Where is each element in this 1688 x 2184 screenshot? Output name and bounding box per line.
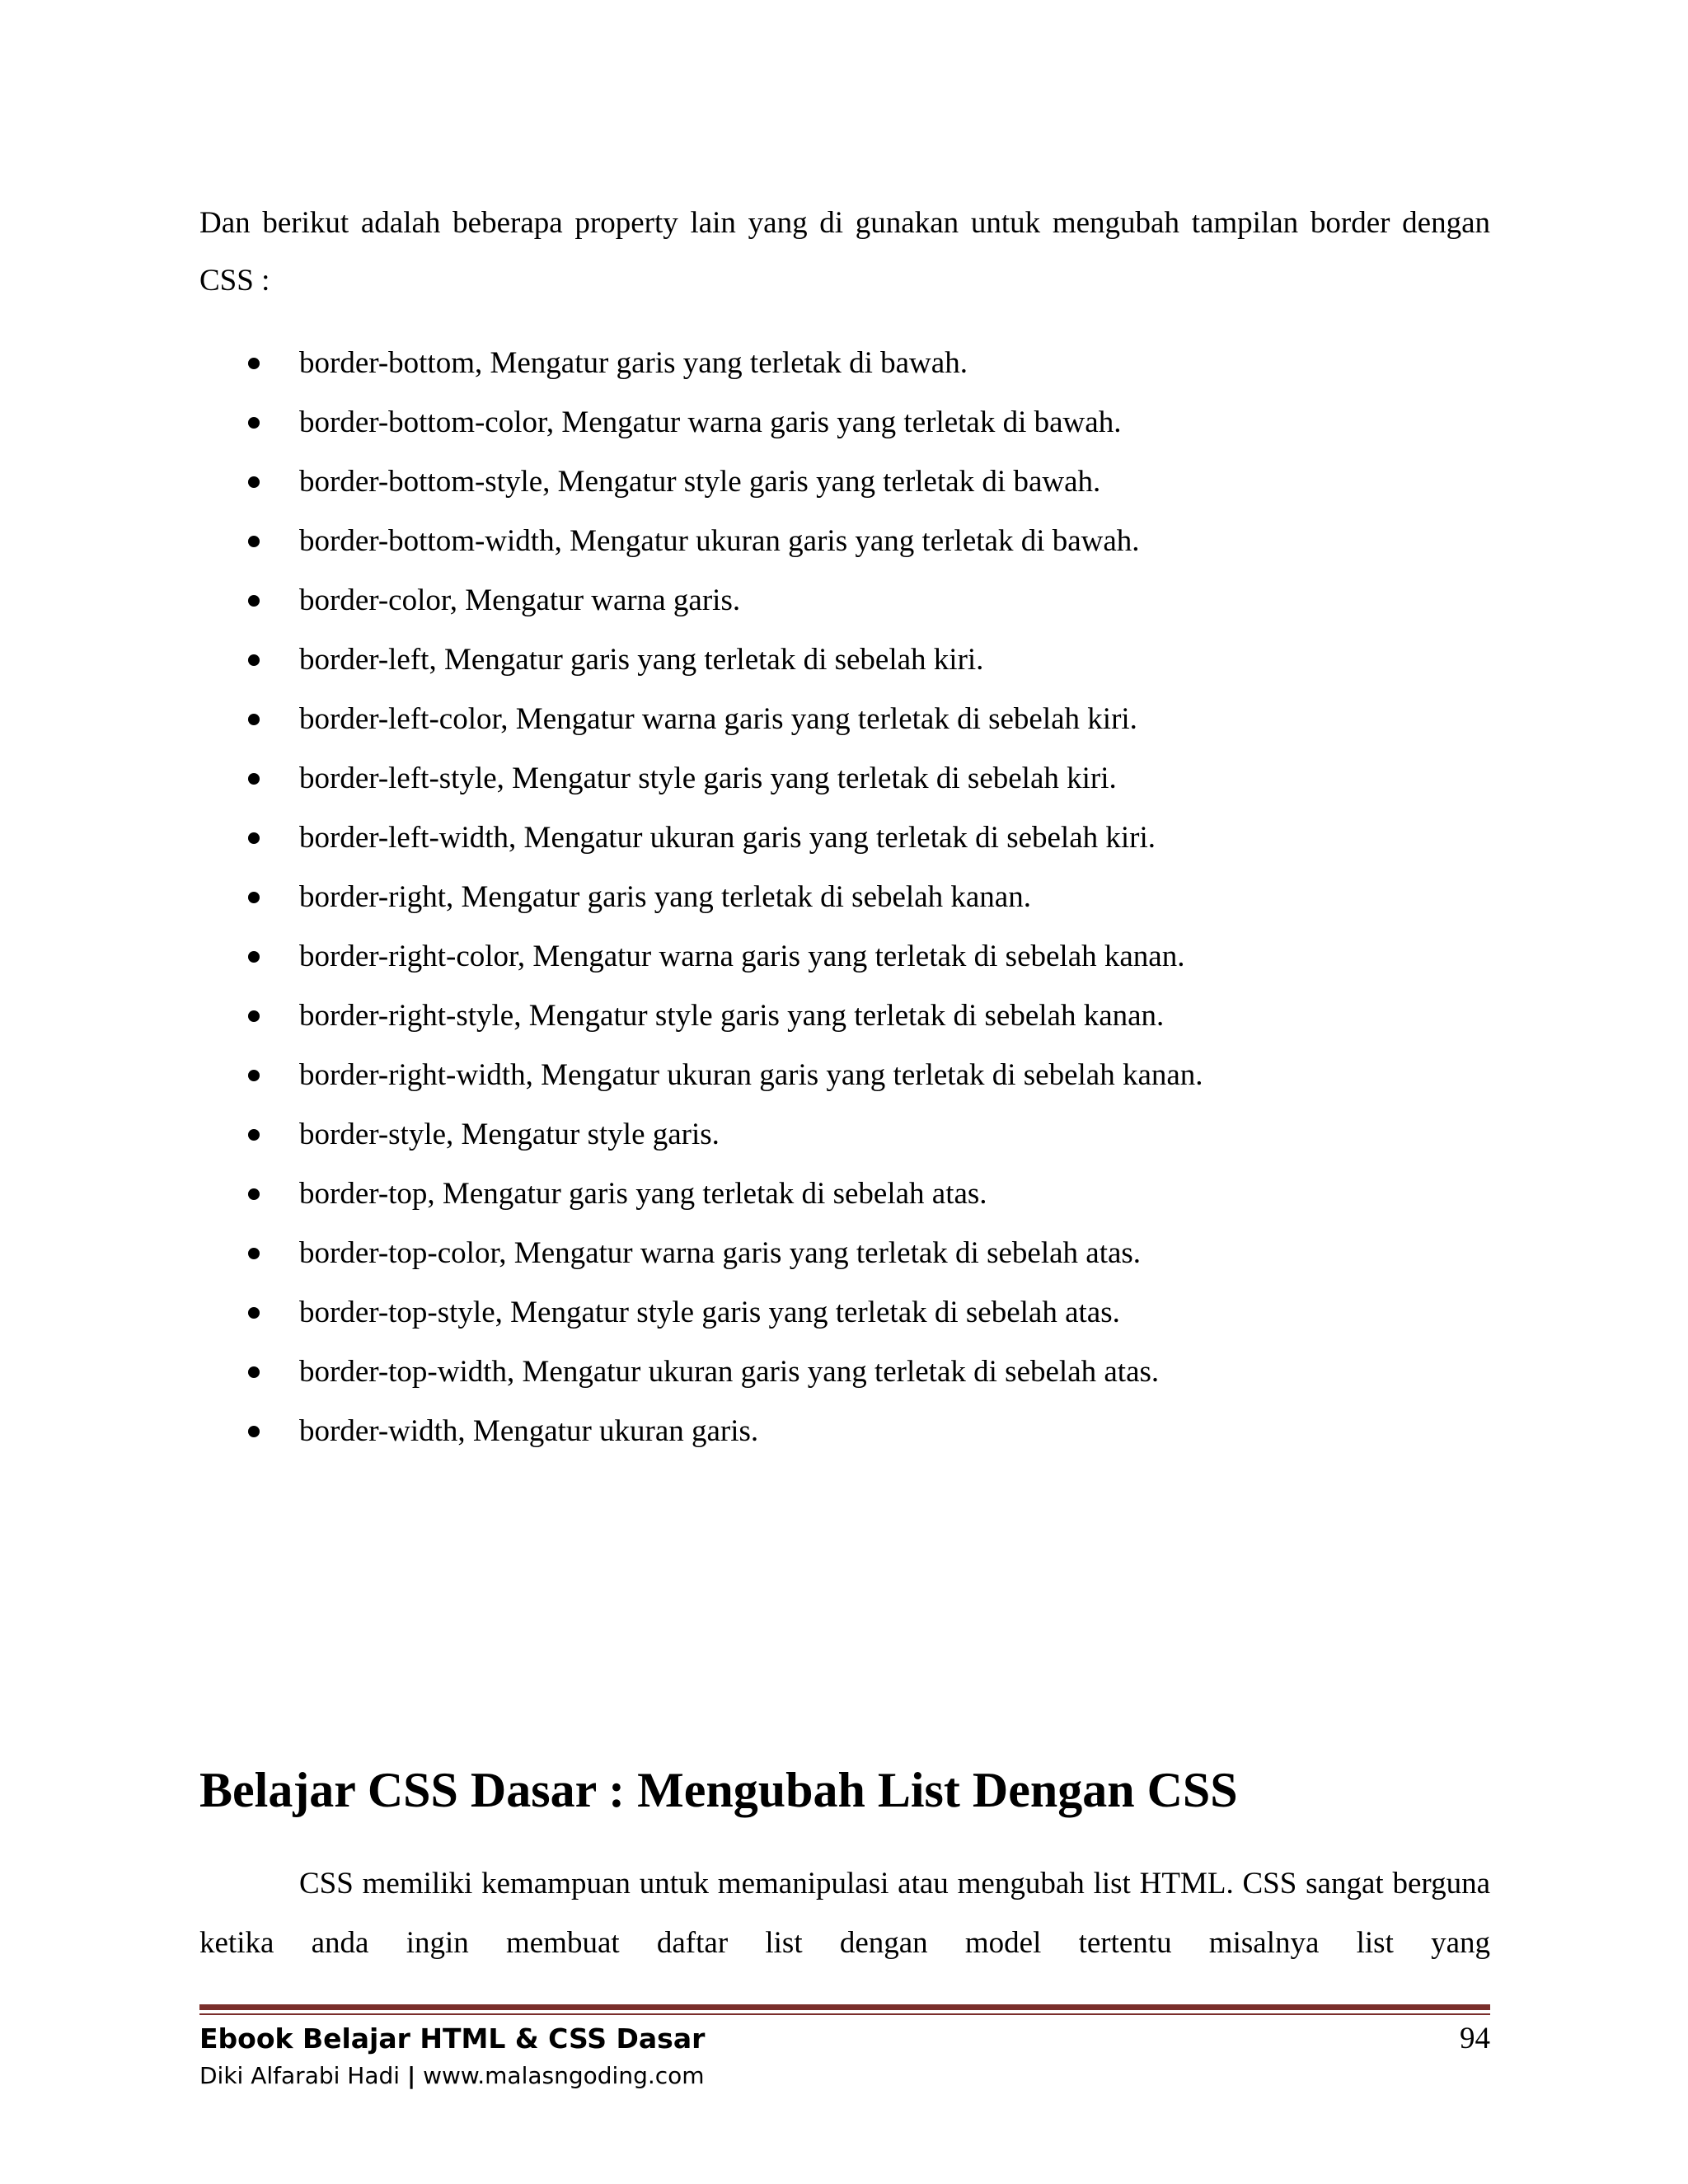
section-heading: Belajar CSS Dasar : Mengubah List Dengan CSS <box>199 1763 1238 1817</box>
list-item-text: border-left, Mengatur garis yang terletak di sebelah kiri. <box>299 643 984 677</box>
bullet-icon <box>248 951 260 963</box>
section-paragraph: CSS memiliki kemampuan untuk memanipulasi atau mengubah list HTML. CSS sangat berguna ketika anda ingin membuat daftar list dengan model tertentu misalnya list yang <box>199 1867 1490 1960</box>
list-item-text: border-bottom, Mengatur garis yang terletak di bawah. <box>299 346 968 380</box>
bullet-icon <box>248 536 260 547</box>
bullet-icon <box>248 1248 260 1259</box>
list-item <box>199 1105 1490 1165</box>
list-item <box>199 927 1490 987</box>
list-item <box>199 987 1490 1046</box>
bullet-icon <box>248 832 260 844</box>
list-item <box>199 868 1490 927</box>
page-number: 94 <box>1460 2022 1490 2055</box>
list-item <box>199 808 1490 868</box>
list-item-text: border-top-color, Mengatur warna garis yang terletak di sebelah atas. <box>299 1236 1142 1270</box>
list-item-text: border-right-style, Mengatur style garis yang terletak di sebelah kanan. <box>299 999 1165 1033</box>
footer-author-name: Diki Alfarabi Hadi <box>199 2062 401 2089</box>
list-item <box>199 1224 1490 1283</box>
bullet-icon <box>248 1010 260 1022</box>
bullet-icon <box>248 417 260 429</box>
list-item-text: border-bottom-color, Mengatur warna garis yang terletak di bawah. <box>299 405 1122 439</box>
list-item-text: border-top, Mengatur garis yang terletak di sebelah atas. <box>299 1177 987 1211</box>
list-item-text: border-top-style, Mengatur style garis yang terletak di sebelah atas. <box>299 1296 1120 1329</box>
list-item-text: border-top-width, Mengatur ukuran garis yang terletak di sebelah atas. <box>299 1355 1160 1389</box>
bullet-icon <box>248 476 260 488</box>
intro-paragraph: Dan berikut adalah beberapa property lain yang di gunakan untuk mengubah tampilan border dengan CSS : <box>199 206 1490 298</box>
list-item-text: border-color, Mengatur warna garis. <box>299 583 741 617</box>
footer-separator: | <box>406 2062 416 2089</box>
list-item <box>199 749 1490 808</box>
list-item-text: border-bottom-width, Mengatur ukuran garis yang terletak di bawah. <box>299 524 1140 558</box>
list-item <box>199 1343 1490 1402</box>
list-item-text: border-style, Mengatur style garis. <box>299 1118 720 1151</box>
list-item-text: border-bottom-style, Mengatur style garis yang terletak di bawah. <box>299 465 1101 499</box>
bullet-icon <box>248 595 260 607</box>
list-item <box>199 690 1490 749</box>
footer-website-link[interactable]: www.malasngoding.com <box>423 2062 705 2089</box>
list-item-text: border-right, Mengatur garis yang terletak di sebelah kanan. <box>299 880 1031 914</box>
footer-rule-thin <box>199 2013 1490 2015</box>
list-item <box>199 630 1490 690</box>
bullet-icon <box>248 358 260 369</box>
list-item <box>199 1283 1490 1343</box>
list-item <box>199 1046 1490 1105</box>
bullet-icon <box>248 1426 260 1437</box>
bullet-icon <box>248 1307 260 1319</box>
border-property-list <box>199 334 1490 1461</box>
bullet-icon <box>248 714 260 725</box>
list-item-text: border-left-color, Mengatur warna garis yang terletak di sebelah kiri. <box>299 702 1137 736</box>
footer-author-line <box>199 2060 705 2092</box>
list-item-text: border-width, Mengatur ukuran garis. <box>299 1414 759 1448</box>
list-item-text: border-right-color, Mengatur warna garis yang terletak di sebelah kanan. <box>299 940 1185 973</box>
list-item <box>199 334 1490 393</box>
list-item <box>199 571 1490 630</box>
list-item <box>199 393 1490 452</box>
bullet-icon <box>248 892 260 903</box>
bullet-icon <box>248 1366 260 1378</box>
list-item <box>199 1165 1490 1224</box>
list-item-text: border-left-width, Mengatur ukuran garis yang terletak di sebelah kiri. <box>299 821 1156 855</box>
bullet-icon <box>248 654 260 666</box>
list-item-text: border-right-width, Mengatur ukuran garis yang terletak di sebelah kanan. <box>299 1058 1203 1092</box>
bullet-icon <box>248 1188 260 1200</box>
footer-rule-thick <box>199 2004 1490 2010</box>
footer-book-title: Ebook Belajar HTML & CSS Dasar <box>199 2022 706 2055</box>
list-item <box>199 512 1490 571</box>
bullet-icon <box>248 1129 260 1141</box>
list-item-text: border-left-style, Mengatur style garis yang terletak di sebelah kiri. <box>299 762 1117 795</box>
bullet-icon <box>248 773 260 785</box>
list-item <box>199 452 1490 512</box>
list-item <box>199 1402 1490 1461</box>
bullet-icon <box>248 1070 260 1081</box>
